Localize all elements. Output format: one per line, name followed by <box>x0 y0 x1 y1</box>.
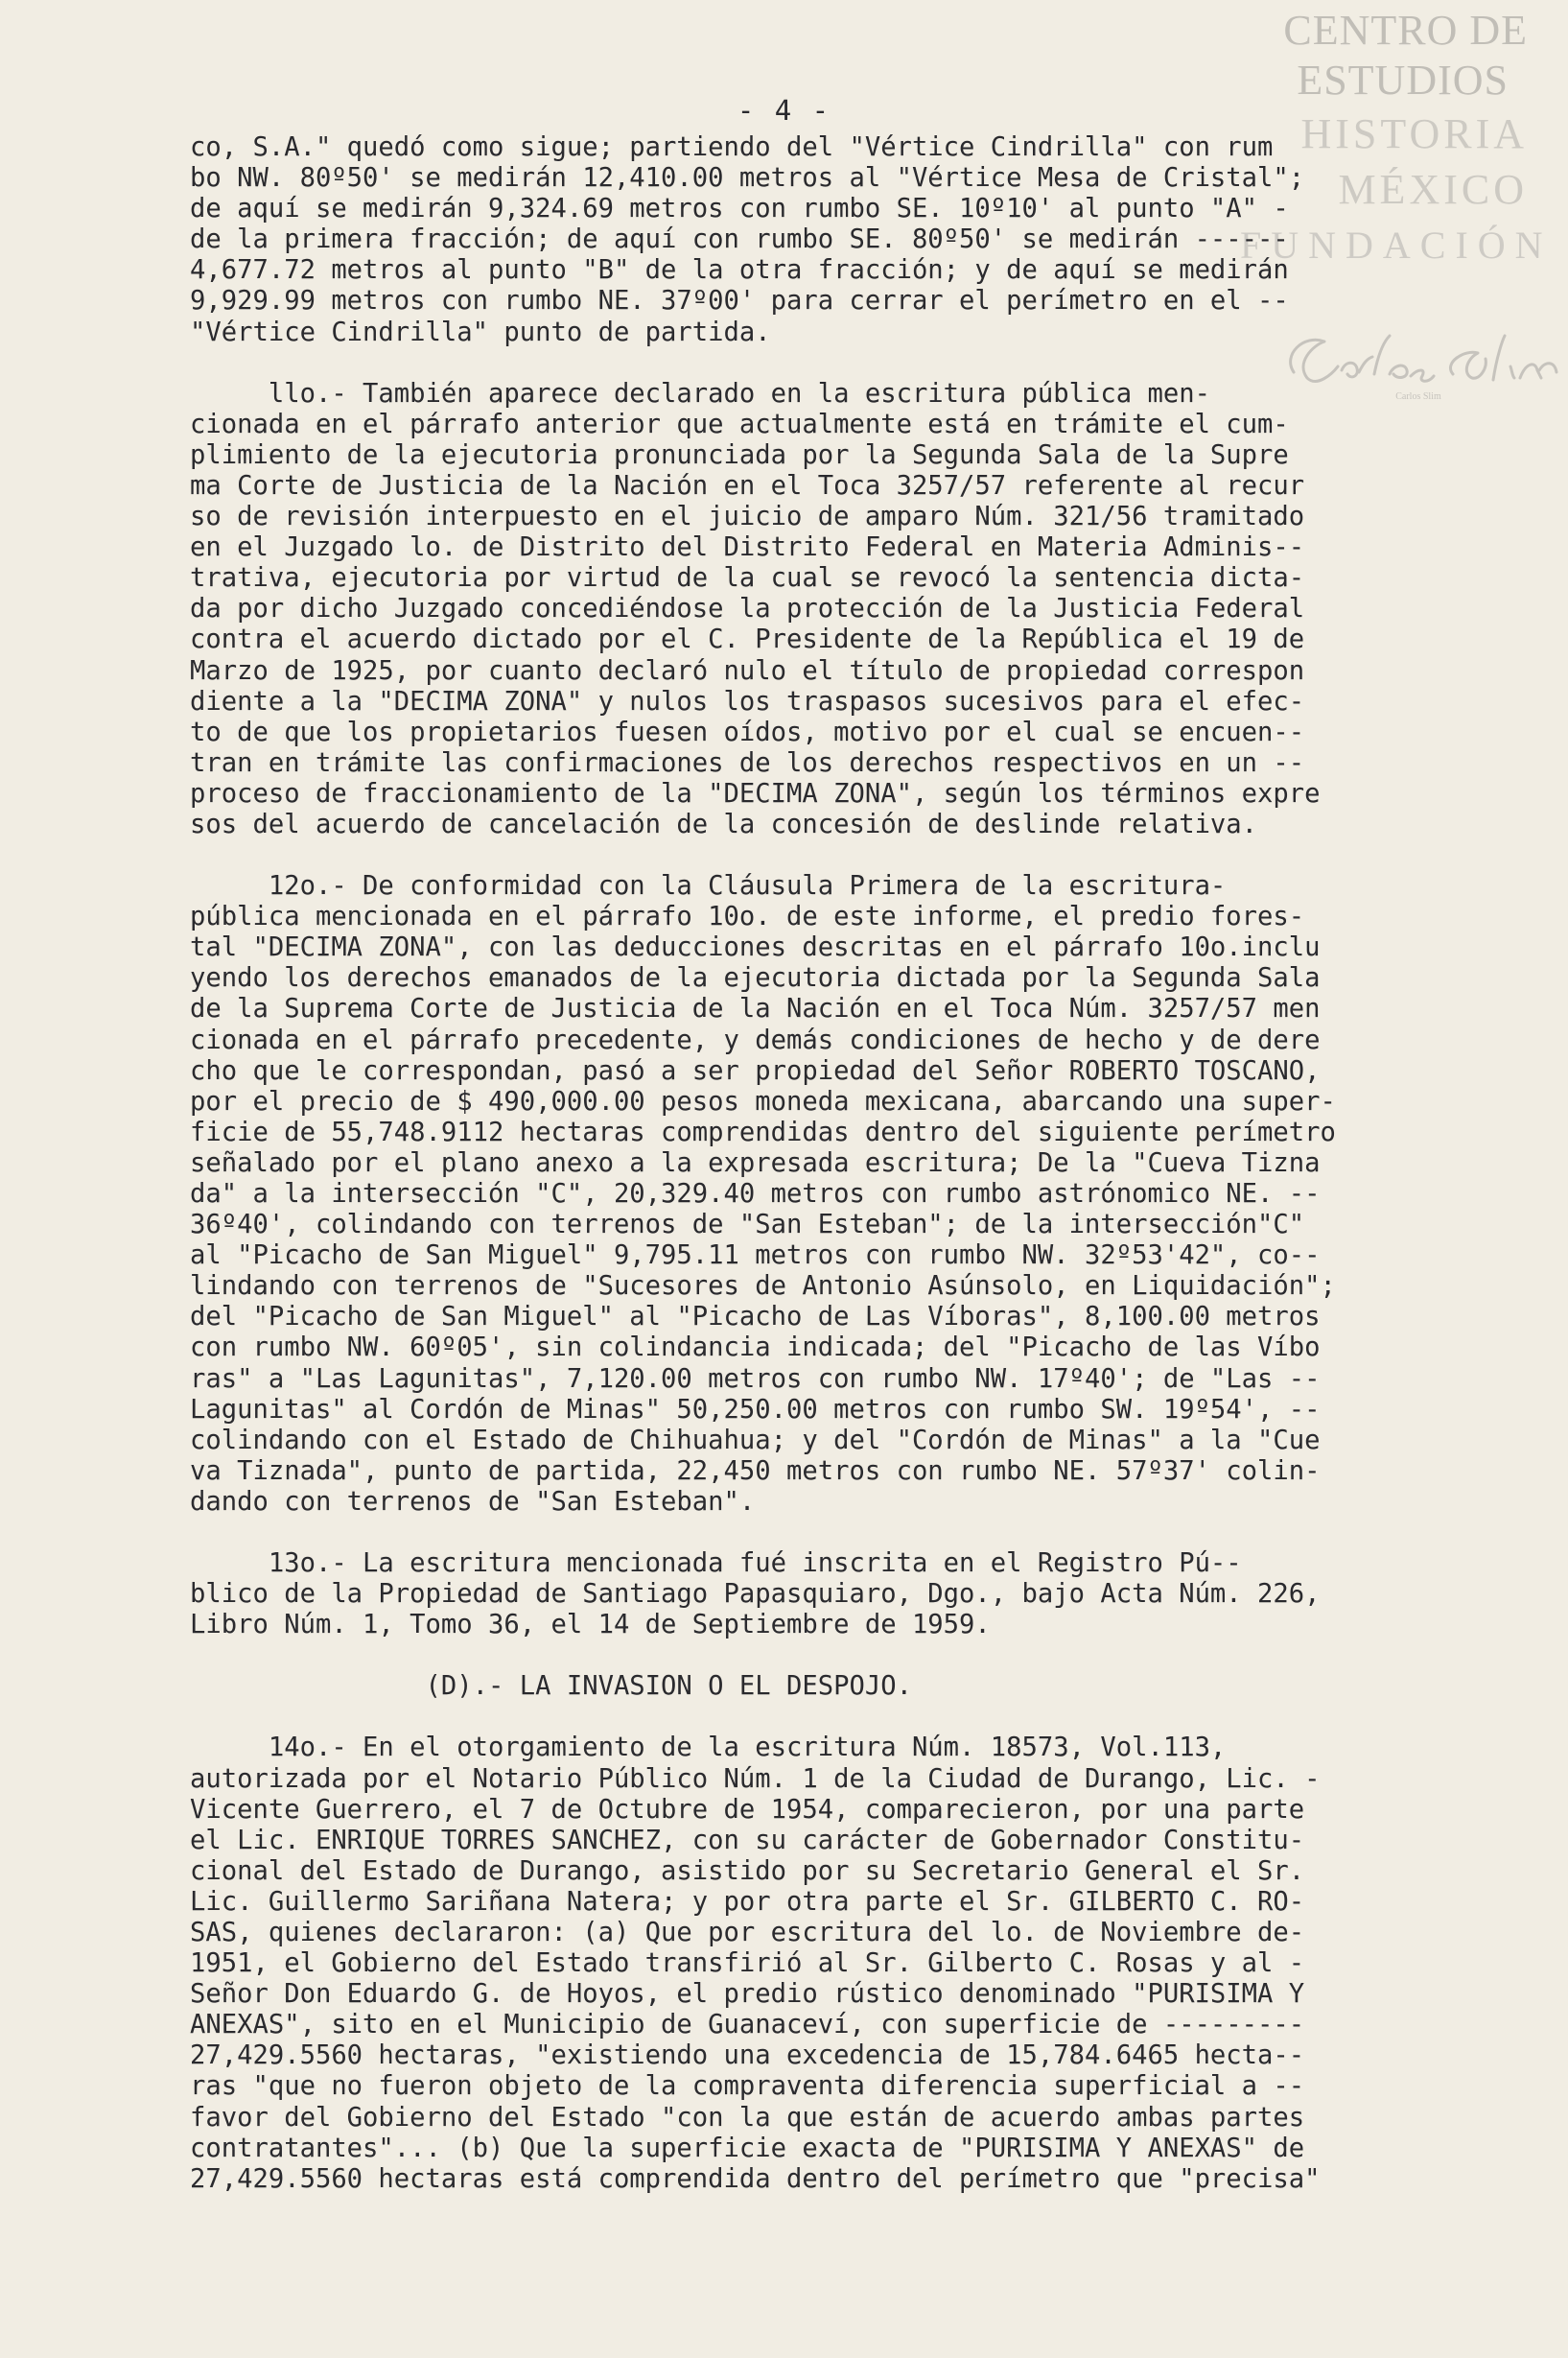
text-line: tran en trámite las confirmaciones de los derechos respectivos en un -- <box>190 747 1305 778</box>
watermark-line: FUNDACIÓN <box>1240 224 1553 267</box>
text-line: en el Juzgado lo. de Distrito del Distrito Federal en Materia Adminis-- <box>190 532 1305 563</box>
text-line: contratantes"... (b) Que la superficie exacta de "PURISIMA Y ANEXAS" de <box>190 2133 1305 2163</box>
paragraph <box>190 1548 1494 1640</box>
text-line: 27,429.5560 hectaras, "existiendo una excedencia de 15,784.6465 hecta-- <box>190 2040 1305 2071</box>
watermark-line: HISTORIA <box>1300 110 1528 157</box>
text-line: tal "DECIMA ZONA", con las deducciones descritas en el párrafo 10o.inclu <box>190 932 1321 963</box>
text-line: al "Picacho de San Miguel" 9,795.11 metros con rumbo NW. 32º53'42", co-- <box>190 1240 1321 1271</box>
text-line: 27,429.5560 hectaras está comprendida dentro del perímetro que "precisa" <box>190 2163 1321 2194</box>
text-line: Vicente Guerrero, el 7 de Octubre de 1954, comparecieron, por una parte <box>190 1794 1305 1825</box>
section-heading <box>190 1671 1494 1702</box>
text-line: lindando con terrenos de "Sucesores de Antonio Asúnsolo, en Liquidación"; <box>190 1271 1336 1302</box>
text-line: 14o.- En el otorgamiento de la escritura Núm. 18573, Vol.113, <box>190 1733 1227 1763</box>
text-line: señalado por el plano anexo a la expresada escritura; De la "Cueva Tizna <box>190 1147 1321 1178</box>
text-line: ficie de 55,748.9112 hectaras comprendidas dentro del siguiente perímetro <box>190 1117 1336 1147</box>
watermark-line: ESTUDIOS <box>1297 57 1509 104</box>
text-line: dando con terrenos de "San Esteban". <box>190 1486 756 1517</box>
text-line: 36º40', colindando con terrenos de "San Esteban"; de la intersección"C" <box>190 1210 1305 1240</box>
text-line: de la Suprema Corte de Justicia de la Nación en el Toca Núm. 3257/57 men <box>190 994 1321 1025</box>
text-line: cional del Estado de Durango, asistido por su Secretario General el Sr. <box>190 1855 1305 1886</box>
text-line: 9,929.99 metros con rumbo NE. 37º00' para cerrar el perímetro en el -- <box>190 286 1289 317</box>
text-line: Libro Núm. 1, Tomo 36, el 14 de Septiembre de 1959. <box>190 1610 991 1640</box>
text-line: Señor Don Eduardo G. de Hoyos, el predio rústico denominado "PURISIMA Y <box>190 1979 1305 2010</box>
text-line: da" a la intersección "C", 20,329.40 metros con rumbo astrónomico NE. -- <box>190 1179 1321 1209</box>
text-line: favor del Gobierno del Estado "con la que están de acuerdo ambas partes <box>190 2102 1305 2133</box>
text-line: 12o.- De conformidad con la Cláusula Primera de la escritura- <box>190 871 1227 902</box>
text-line: Lagunitas" al Cordón de Minas" 50,250.00 metros con rumbo SW. 19º54', -- <box>190 1394 1321 1425</box>
text-line: diente a la "DECIMA ZONA" y nulos los traspasos sucesivos para el efec- <box>190 686 1305 717</box>
text-line: cho que le correspondan, pasó a ser propiedad del Señor ROBERTO TOSCANO, <box>190 1055 1321 1086</box>
text-line: 13o.- La escritura mencionada fué inscrita en el Registro Pú-- <box>190 1548 1242 1579</box>
paragraph <box>190 871 1494 1518</box>
text-line: Lic. Guillermo Sariñana Natera; y por otra parte el Sr. GILBERTO C. RO- <box>190 1886 1305 1917</box>
text-line: llo.- También aparece declarado en la escritura pública men- <box>190 378 1210 409</box>
text-line: proceso de fraccionamiento de la "DECIMA ZONA", según los términos expre <box>190 778 1321 809</box>
text-line: "Vértice Cindrilla" punto de partida. <box>190 317 771 347</box>
text-line: ma Corte de Justicia de la Nación en el Toca 3257/57 referente al recur <box>190 470 1305 501</box>
text-line: 1951, el Gobierno del Estado transfirió al Sr. Gilberto C. Rosas y al - <box>190 1948 1305 1979</box>
text-line: cionada en el párrafo precedente, y demás condiciones de hecho y de dere <box>190 1025 1321 1055</box>
text-line: Marzo de 1925, por cuanto declaró nulo el título de propiedad correspon <box>190 655 1305 686</box>
text-line: co, S.A." quedó como sigue; partiendo del "Vértice Cindrilla" con rum <box>190 132 1274 162</box>
page-number: - 4 - <box>737 94 831 127</box>
text-line: por el precio de $ 490,000.00 pesos moneda mexicana, abarcando una super- <box>190 1086 1336 1117</box>
paragraph <box>190 132 1494 348</box>
paragraph <box>190 1733 1494 2194</box>
text-line: to de que los propietarios fuesen oídos, motivo por el cual se encuen-- <box>190 717 1305 747</box>
text-line: ras "que no fueron objeto de la compraventa diferencia superficial a -- <box>190 2071 1305 2102</box>
text-line: del "Picacho de San Miguel" al "Picacho de Las Víboras", 8,100.00 metros <box>190 1302 1321 1332</box>
text-line: ras" a "Las Lagunitas", 7,120.00 metros con rumbo NW. 17º40'; de "Las -- <box>190 1363 1321 1394</box>
text-line: va Tiznada", punto de partida, 22,450 metros con rumbo NE. 57º37' colin- <box>190 1455 1321 1486</box>
text-line: de la primera fracción; de aquí con rumbo SE. 80º50' se medirán ------ <box>190 224 1289 255</box>
text-line: contra el acuerdo dictado por el C. Presidente de la República el 19 de <box>190 625 1305 655</box>
text-line: 4,677.72 metros al punto "B" de la otra fracción; y de aquí se medirán <box>190 255 1289 286</box>
text-line: SAS, quienes declararon: (a) Que por escritura del lo. de Noviembre de- <box>190 1917 1305 1947</box>
text-line: da por dicho Juzgado concediéndose la protección de la Justicia Federal <box>190 594 1305 625</box>
watermark-line: CENTRO DE <box>1283 7 1528 54</box>
text-line: de aquí se medirán 9,324.69 metros con rumbo SE. 10º10' al punto "A" - <box>190 194 1289 224</box>
paragraph <box>190 379 1494 840</box>
signature-text: Carlos Slim <box>1395 391 1441 402</box>
text-line: plimiento de la ejecutoria pronunciada por la Segunda Sala de la Supre <box>190 439 1289 470</box>
text-line: ANEXAS", sito en el Municipio de Guanaceví, con superficie de --------- <box>190 2010 1305 2040</box>
watermark-line: MÉXICO <box>1338 166 1528 213</box>
text-line: autorizada por el Notario Público Núm. 1 de la Ciudad de Durango, Lic. - <box>190 1763 1321 1794</box>
text-line: trativa, ejecutoria por virtud de la cual se revocó la sentencia dicta- <box>190 563 1305 594</box>
text-line: blico de la Propiedad de Santiago Papasquiaro, Dgo., bajo Acta Núm. 226, <box>190 1579 1321 1610</box>
text-line: yendo los derechos emanados de la ejecutoria dictada por la Segunda Sala <box>190 963 1321 994</box>
text-line: bo NW. 80º50' se medirán 12,410.00 metros al "Vértice Mesa de Cristal"; <box>190 163 1305 194</box>
document-body <box>190 132 1494 2195</box>
text-line: pública mencionada en el párrafo 10o. de este informe, el predio fores- <box>190 902 1305 932</box>
text-line: sos del acuerdo de cancelación de la concesión de deslinde relativa. <box>190 809 1258 839</box>
text-line: colindando con el Estado de Chihuahua; y del "Cordón de Minas" a la "Cue <box>190 1425 1321 1455</box>
text-line: con rumbo NW. 60º05', sin colindancia indicada; del "Picacho de las Víbo <box>190 1332 1321 1363</box>
text-line: (D).- LA INVASION O EL DESPOJO. <box>190 1671 912 1702</box>
text-line: so de revisión interpuesto en el juicio de amparo Núm. 321/56 tramitado <box>190 502 1305 532</box>
text-line: cionada en el párrafo anterior que actualmente está en trámite el cum- <box>190 409 1289 439</box>
text-line: el Lic. ENRIQUE TORRES SANCHEZ, con su carácter de Gobernador Constitu- <box>190 1825 1305 1855</box>
